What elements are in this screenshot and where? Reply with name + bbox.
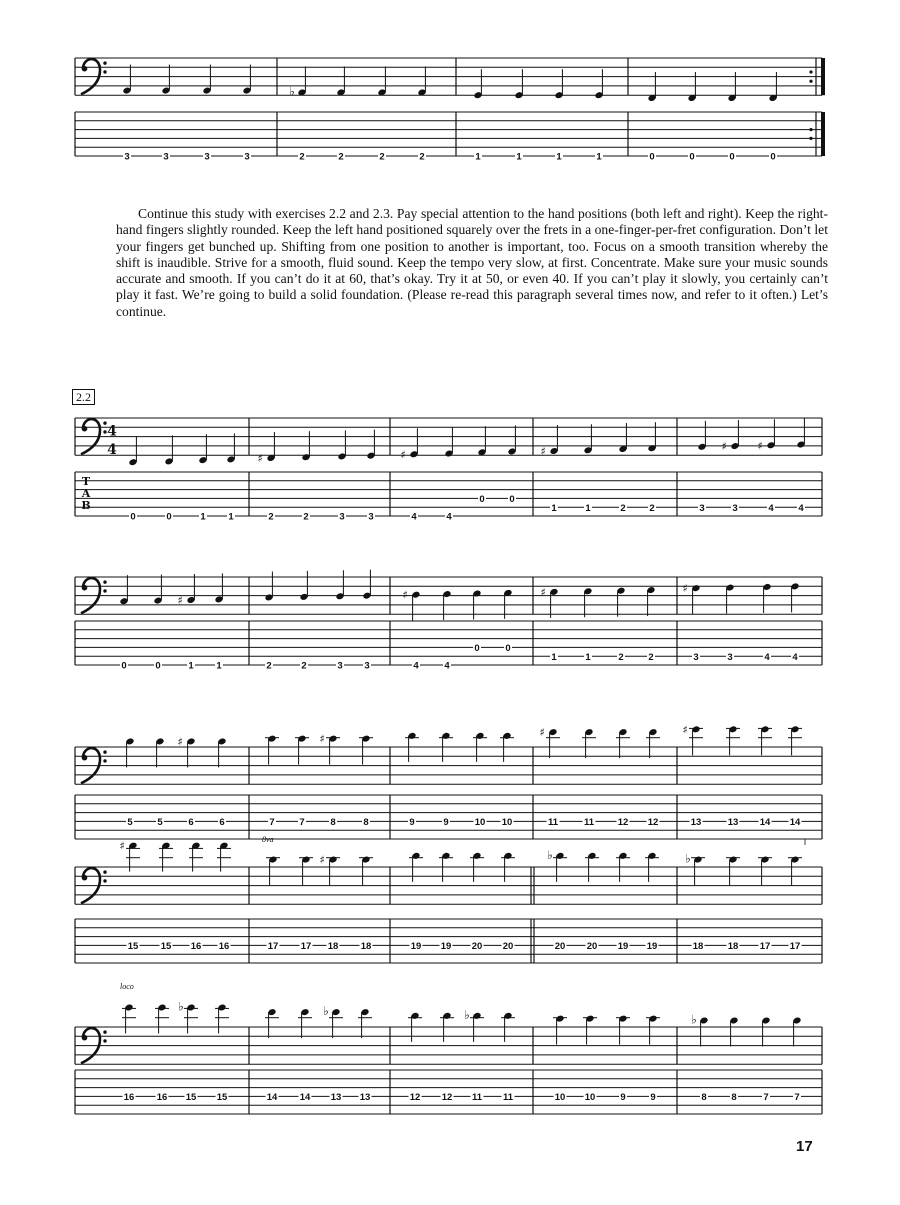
tab-fret-number: 8 bbox=[731, 1092, 737, 1103]
tab-fret-number: 4 bbox=[413, 660, 419, 672]
tab-fret-number: 2 bbox=[618, 651, 624, 663]
tab-clef-letter: A bbox=[81, 487, 91, 500]
tab-fret-number: 7 bbox=[794, 1092, 800, 1103]
tab-fret-number: 3 bbox=[337, 660, 343, 672]
tab-fret-number: 2 bbox=[303, 511, 309, 523]
bass-clef-dot-icon bbox=[103, 61, 106, 64]
tab-fret-number: 2 bbox=[648, 651, 654, 663]
instruction-paragraph: Continue this study with exercises 2.2 and 2.3. Pay special attention to the hand positions (both left and right). Keep the right-hand fingers slightly rounded. Keep the left hand positioned squarely over the frets in a one-finger-per-fret configuration. Don’t let your fingers get bunched up. Shifting from one position to another is important, too. Focus on a smooth transition whereby the shift is inaudible. Strive for a smooth, fluid sound. Keep the tempo very slow, at first. Concentrate. Make sure your music sounds accurate and smooth. If you can’t do it at 60, that’s okay. Try it at 50, or even 40. If you can’t play it slowly, you certainly can’t play it fast. We’re going to build a solid foundation. (Please re-read this paragraph several times now, and refer to it often.) Let’s continue. bbox=[116, 206, 828, 319]
bass-clef-icon bbox=[82, 755, 88, 761]
tab-fret-number: 1 bbox=[228, 511, 234, 523]
tab-fret-number: 19 bbox=[617, 941, 629, 952]
sharp-icon: ♯ bbox=[177, 735, 183, 749]
tab-fret-number: 17 bbox=[267, 941, 279, 952]
tab-fret-number: 2 bbox=[419, 151, 425, 163]
tab-fret-number: 18 bbox=[327, 941, 339, 952]
tab-fret-number: 3 bbox=[124, 151, 130, 163]
repeat-dot bbox=[809, 80, 812, 83]
tab-fret-number: 9 bbox=[409, 817, 415, 828]
tab-fret-number: 18 bbox=[360, 941, 372, 952]
tab-fret-number: 20 bbox=[502, 941, 514, 952]
tab-fret-number: 5 bbox=[157, 817, 163, 828]
tab-fret-number: 10 bbox=[554, 1092, 566, 1103]
tab-fret-number: 4 bbox=[792, 651, 798, 663]
tab-fret-number: 8 bbox=[363, 817, 369, 828]
tab-fret-number: 0 bbox=[479, 494, 485, 505]
tab-fret-number: 3 bbox=[693, 651, 699, 663]
sharp-icon: ♯ bbox=[119, 839, 125, 853]
bass-clef-icon bbox=[82, 426, 88, 432]
tab-fret-number: 2 bbox=[338, 151, 344, 163]
bass-clef-dot-icon bbox=[103, 580, 106, 583]
tab-fret-number: 6 bbox=[188, 817, 194, 828]
tab-fret-number: 1 bbox=[200, 511, 206, 523]
tab-fret-number: 3 bbox=[368, 511, 374, 523]
bass-clef-dot-icon bbox=[103, 750, 106, 753]
tab-fret-number: 4 bbox=[764, 651, 770, 663]
tab-fret-number: 8 bbox=[330, 817, 336, 828]
tab-clef-letter: T bbox=[81, 475, 91, 488]
tab-fret-number: 15 bbox=[216, 1092, 228, 1103]
tab-fret-number: 1 bbox=[585, 502, 591, 514]
system-s4 bbox=[75, 840, 822, 963]
sharp-icon: ♯ bbox=[540, 585, 546, 599]
flat-icon: ♭ bbox=[464, 1007, 470, 1022]
tab-fret-number: 3 bbox=[204, 151, 210, 163]
repeat-dot bbox=[809, 128, 812, 131]
bass-clef-icon bbox=[82, 585, 88, 591]
tab-fret-number: 14 bbox=[266, 1092, 278, 1103]
tab-fret-number: 11 bbox=[547, 817, 559, 828]
tab-fret-number: 2 bbox=[379, 151, 385, 163]
bass-clef-dot-icon bbox=[103, 759, 106, 762]
system-s2 bbox=[75, 570, 822, 672]
tab-fret-number: 1 bbox=[556, 151, 562, 163]
repeat-dot bbox=[809, 70, 812, 73]
tab-fret-number: 0 bbox=[649, 151, 655, 163]
bass-clef-icon bbox=[82, 66, 88, 72]
sharp-icon: ♯ bbox=[682, 723, 688, 737]
tab-clef-letter: B bbox=[81, 499, 91, 512]
tab-fret-number: 3 bbox=[339, 511, 345, 523]
system-s3 bbox=[75, 723, 822, 839]
tab-fret-number: 4 bbox=[446, 511, 452, 523]
tab-fret-number: 12 bbox=[617, 817, 629, 828]
tab-fret-number: 2 bbox=[299, 151, 305, 163]
tab-fret-number: 3 bbox=[699, 502, 705, 514]
tab-fret-number: 0 bbox=[121, 660, 127, 672]
tab-fret-number: 15 bbox=[127, 941, 139, 952]
repeat-dot bbox=[809, 137, 812, 140]
tab-fret-number: 20 bbox=[554, 941, 566, 952]
tab-fret-number: 10 bbox=[501, 817, 513, 828]
tab-fret-number: 3 bbox=[244, 151, 250, 163]
tab-fret-number: 0 bbox=[166, 511, 172, 523]
time-signature-bottom: 4 bbox=[107, 442, 117, 459]
tab-fret-number: 9 bbox=[443, 817, 449, 828]
tab-fret-number: 2 bbox=[301, 660, 307, 672]
bass-clef-dot-icon bbox=[103, 1030, 106, 1033]
tab-fret-number: 13 bbox=[330, 1092, 342, 1103]
tab-fret-number: 11 bbox=[502, 1092, 514, 1103]
tab-fret-number: 14 bbox=[299, 1092, 311, 1103]
sharp-icon: ♯ bbox=[319, 853, 325, 867]
bass-clef-icon bbox=[82, 1035, 88, 1041]
flat-icon: ♭ bbox=[691, 1012, 697, 1027]
sharp-icon: ♯ bbox=[540, 445, 546, 459]
tab-fret-number: 2 bbox=[620, 502, 626, 514]
tab-fret-number: 3 bbox=[364, 660, 370, 672]
tab-fret-number: 7 bbox=[269, 817, 275, 828]
bass-clef-dot-icon bbox=[103, 870, 106, 873]
page-number: 17 bbox=[796, 1138, 813, 1155]
sharp-icon: ♯ bbox=[539, 726, 545, 740]
system-s1 bbox=[75, 418, 822, 523]
tab-fret-number: 2 bbox=[266, 660, 272, 672]
tab-final-barline bbox=[821, 112, 825, 156]
tab-fret-number: 0 bbox=[770, 151, 776, 163]
time-signature-top: 4 bbox=[107, 423, 117, 440]
tab-fret-number: 1 bbox=[551, 651, 557, 663]
sharp-icon: ♯ bbox=[402, 588, 408, 602]
sharp-icon: ♯ bbox=[177, 593, 183, 607]
tab-fret-number: 4 bbox=[444, 660, 450, 672]
tab-fret-number: 11 bbox=[583, 817, 595, 828]
tab-fret-number: 12 bbox=[409, 1092, 421, 1103]
tab-fret-number: 14 bbox=[759, 817, 771, 828]
tab-fret-number: 4 bbox=[798, 502, 804, 514]
bass-clef-dot-icon bbox=[103, 70, 106, 73]
tab-fret-number: 0 bbox=[474, 643, 480, 654]
loco-marking: loco bbox=[120, 982, 134, 991]
tab-fret-number: 6 bbox=[219, 817, 225, 828]
bass-clef-icon bbox=[82, 875, 88, 881]
tab-fret-number: 9 bbox=[650, 1092, 656, 1103]
tab-fret-number: 13 bbox=[690, 817, 702, 828]
tab-fret-number: 4 bbox=[411, 511, 417, 523]
sharp-icon: ♯ bbox=[400, 448, 406, 462]
tab-fret-number: 10 bbox=[584, 1092, 596, 1103]
tab-fret-number: 15 bbox=[185, 1092, 197, 1103]
tab-fret-number: 14 bbox=[789, 817, 801, 828]
tab-fret-number: 19 bbox=[646, 941, 658, 952]
tab-fret-number: 3 bbox=[732, 502, 738, 514]
tab-fret-number: 0 bbox=[130, 511, 136, 523]
tab-fret-number: 1 bbox=[516, 151, 522, 163]
sharp-icon: ♯ bbox=[257, 451, 263, 465]
sharp-icon: ♯ bbox=[319, 732, 325, 746]
flat-icon: ♭ bbox=[323, 1004, 329, 1019]
system-intro bbox=[75, 58, 825, 163]
tab-fret-number: 1 bbox=[551, 502, 557, 514]
tab-fret-number: 0 bbox=[505, 643, 511, 654]
tab-fret-number: 10 bbox=[474, 817, 486, 828]
tab-fret-number: 17 bbox=[759, 941, 771, 952]
tab-fret-number: 17 bbox=[789, 941, 801, 952]
tab-fret-number: 13 bbox=[727, 817, 739, 828]
tab-fret-number: 1 bbox=[585, 651, 591, 663]
flat-icon: ♭ bbox=[178, 999, 184, 1014]
tab-fret-number: 16 bbox=[123, 1092, 135, 1103]
sharp-icon: ♯ bbox=[757, 439, 763, 453]
sharp-icon: ♯ bbox=[682, 582, 688, 596]
tab-fret-number: 1 bbox=[188, 660, 194, 672]
tab-fret-number: 17 bbox=[300, 941, 312, 952]
tab-fret-number: 7 bbox=[763, 1092, 769, 1103]
tab-fret-number: 20 bbox=[471, 941, 483, 952]
tab-fret-number: 13 bbox=[359, 1092, 371, 1103]
tab-fret-number: 0 bbox=[729, 151, 735, 163]
tab-fret-number: 3 bbox=[163, 151, 169, 163]
sharp-icon: ♯ bbox=[721, 440, 727, 454]
bass-clef-dot-icon bbox=[103, 1039, 106, 1042]
flat-icon: ♭ bbox=[685, 851, 691, 866]
tab-fret-number: 2 bbox=[268, 511, 274, 523]
tab-fret-number: 1 bbox=[596, 151, 602, 163]
tab-fret-number: 0 bbox=[689, 151, 695, 163]
flat-icon: ♭ bbox=[289, 84, 295, 99]
tab-fret-number: 16 bbox=[218, 941, 230, 952]
tab-fret-number: 19 bbox=[440, 941, 452, 952]
tab-fret-number: 12 bbox=[647, 817, 659, 828]
tab-fret-number: 7 bbox=[299, 817, 305, 828]
bass-clef-dot-icon bbox=[103, 589, 106, 592]
tab-fret-number: 18 bbox=[692, 941, 704, 952]
tab-fret-number: 12 bbox=[441, 1092, 453, 1103]
ottava-marking: 8va bbox=[262, 835, 274, 844]
tab-fret-number: 5 bbox=[127, 817, 133, 828]
tab-fret-number: 16 bbox=[190, 941, 202, 952]
tab-fret-number: 0 bbox=[155, 660, 161, 672]
tab-fret-number: 1 bbox=[475, 151, 481, 163]
tab-fret-number: 20 bbox=[586, 941, 598, 952]
tab-fret-number: 3 bbox=[727, 651, 733, 663]
tab-fret-number: 16 bbox=[156, 1092, 168, 1103]
tab-fret-number: 9 bbox=[620, 1092, 626, 1103]
tab-fret-number: 4 bbox=[768, 502, 774, 514]
flat-icon: ♭ bbox=[547, 847, 553, 862]
bass-clef-dot-icon bbox=[103, 879, 106, 882]
tab-fret-number: 19 bbox=[410, 941, 422, 952]
tab-fret-number: 0 bbox=[509, 494, 515, 505]
final-barline bbox=[821, 58, 825, 95]
exercise-number-box: 2.2 bbox=[72, 389, 95, 405]
tab-fret-number: 1 bbox=[216, 660, 222, 672]
tab-fret-number: 2 bbox=[649, 502, 655, 514]
tab-fret-number: 18 bbox=[727, 941, 739, 952]
tab-fret-number: 15 bbox=[160, 941, 172, 952]
tab-fret-number: 8 bbox=[701, 1092, 707, 1103]
tab-fret-number: 11 bbox=[471, 1092, 483, 1103]
system-s5 bbox=[75, 999, 822, 1114]
